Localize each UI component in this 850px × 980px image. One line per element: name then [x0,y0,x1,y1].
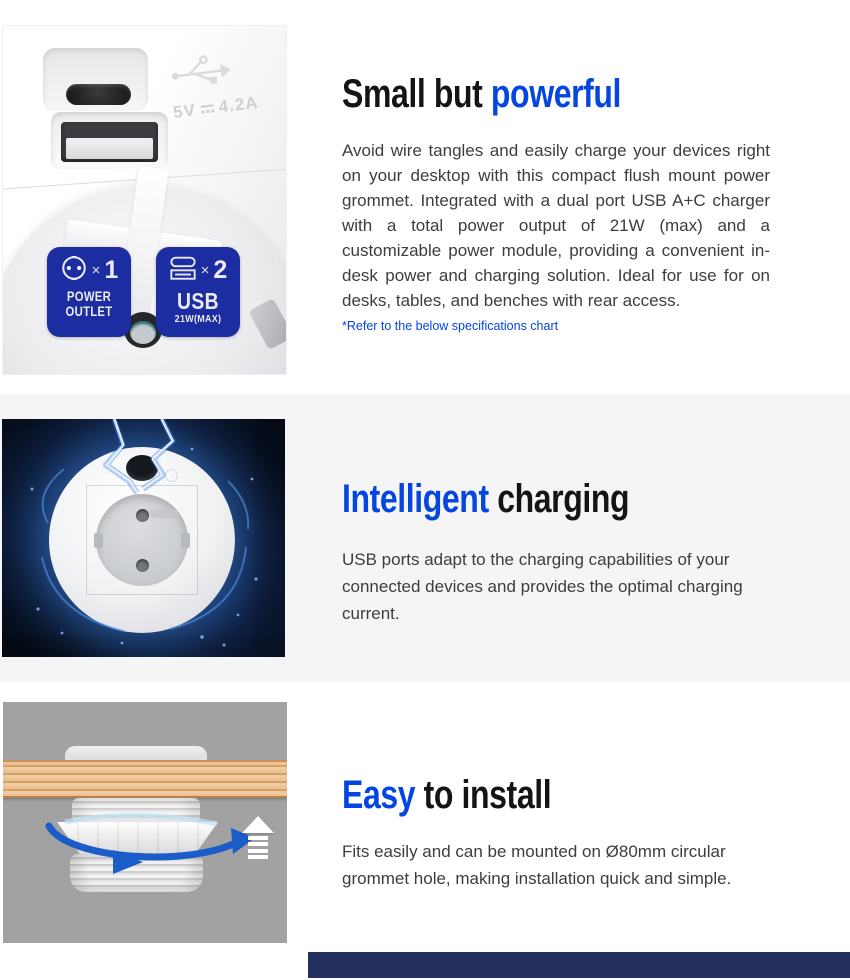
lightning-icon [2,419,285,657]
usb-trident-icon [167,46,238,99]
multiplier-sign: × [91,261,101,279]
section-heading-powerful [342,72,621,116]
usb-ports-icon [169,254,197,287]
embossed-spec-label [172,93,260,123]
section-heading-easy [342,773,551,817]
product-image-intelligent-charging [2,419,285,657]
product-image-usb-ports [2,25,287,375]
usb-c-port [66,84,131,105]
usb-a-tongue [66,138,153,159]
section-body-powerful: Avoid wire tangles and easily charge your devices right on your desktop with this compact flush mount power grommet. Integrated with a dual port USB A+C charger with a total power output of 21W (max) and a customizable power module, providing a convenient in-desk power and charging solution. Ideal for use for on desks, tables, and benches with rear access. [342,141,770,310]
product-image-install [3,702,287,943]
section-body-intelligent: USB ports adapt to the charging capabilities of your connected devices and provides the optimal charging current. [342,550,743,623]
badge-label-line: OUTLET [65,304,113,319]
heading-part-black: to install [415,773,552,817]
next-section-banner-strip [308,952,850,978]
section-heading-intelligent [342,477,629,521]
section-body-easy: Fits easily and can be mounted on Ø80mm circular grommet hole, making installation quick and simple. [342,842,732,888]
spec-chart-footnote: *Refer to the below specifications chart [342,319,559,333]
badge-usb-subtitle: 21W(MAX) [174,314,222,325]
pull-up-arrow-icon [240,816,276,864]
dc-symbol-icon [200,105,214,114]
heading-part-black: Small but [342,72,491,116]
heading-part-blue: Easy [342,773,416,817]
heading-part-blue: Intelligent [342,477,489,521]
usb-badge [156,247,240,337]
badge-label-line: POWER [66,289,112,304]
multiplier-sign: × [200,261,210,279]
spec-volt: 5V [172,100,198,123]
power-outlet-badge [47,247,131,337]
usb-count: 2 [213,255,228,284]
badge-usb-title: USB [176,288,220,314]
spec-amp: 4.2A [217,92,260,117]
outlet-count: 1 [104,255,119,284]
power-outlet-icon [60,254,88,287]
heading-part-black: charging [488,477,630,521]
heading-part-blue: powerful [490,72,622,116]
